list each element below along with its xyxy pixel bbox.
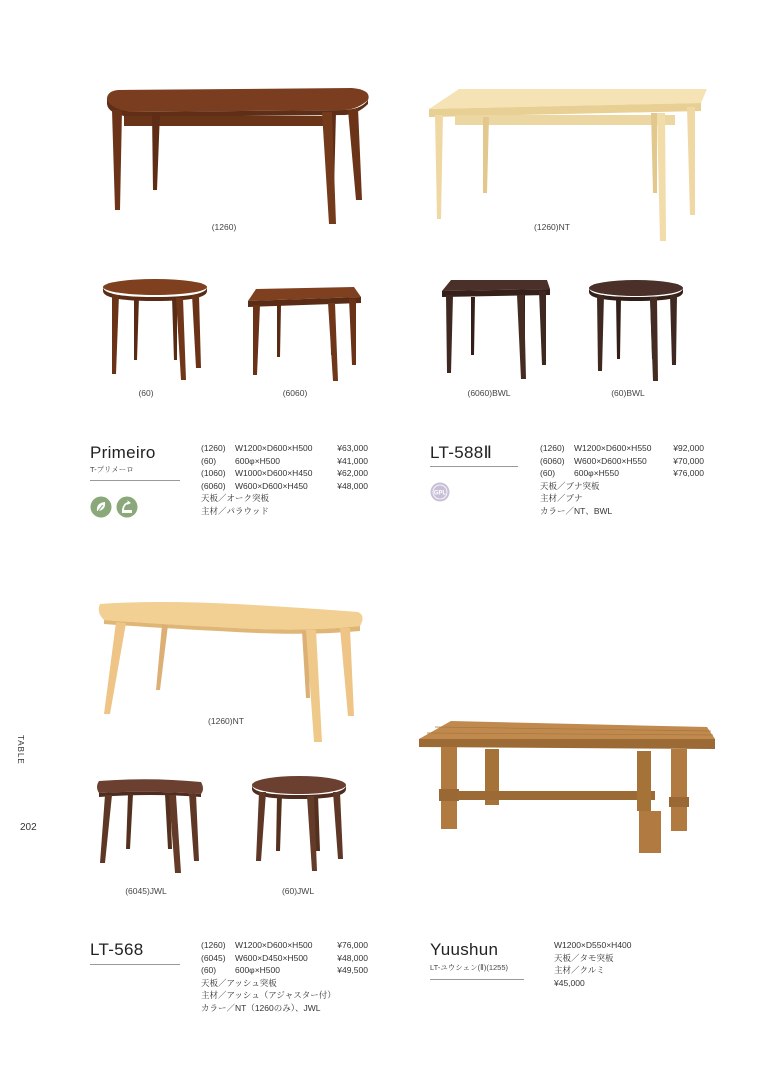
- material-line: 天板／オーク突板: [201, 493, 270, 503]
- spec-code: (1060): [201, 468, 226, 478]
- lt568-60jwl-table-image: [249, 775, 349, 875]
- spec-code: (60): [540, 468, 556, 478]
- spec-dims: W1000×D600×H450: [235, 468, 313, 478]
- spec-dims: W600×D600×H550: [574, 455, 647, 466]
- page-number: 202: [20, 822, 37, 833]
- spec-dims: W600×D600×H450: [235, 480, 308, 491]
- spec-price: ¥63,000: [337, 443, 368, 453]
- primeiro-60-caption: (60): [138, 388, 154, 398]
- spec-dims: W1200×D600×H500: [235, 443, 313, 453]
- spec-row: [540, 467, 704, 480]
- spec-dims: 600φ×H500: [235, 455, 280, 466]
- yuushun-subtitle: LT-ユウシェン(Ⅱ)(1255): [430, 963, 508, 972]
- spec-price: ¥76,000: [673, 468, 704, 478]
- spec-code: (1260): [201, 443, 226, 453]
- spec-price: ¥70,000: [673, 455, 704, 466]
- primeiro-60-table-image: [100, 278, 210, 384]
- spec-row: [201, 480, 368, 493]
- lt588-spec-block: [540, 442, 704, 517]
- lt588-1260nt-caption: (1260)NT: [534, 222, 570, 232]
- spec-row: [201, 467, 368, 480]
- lt568-6045jwl-caption: (6045)JWL: [125, 886, 167, 896]
- spec-price: ¥49,500: [337, 965, 368, 975]
- spec-dims: W600×D450×H500: [235, 952, 308, 963]
- spec-row: [201, 939, 368, 952]
- spec-row: [201, 442, 368, 455]
- primeiro-spec-block: [201, 442, 368, 517]
- spec-dims: W1200×D600×H550: [574, 443, 652, 453]
- yuushun-table-image: [415, 717, 717, 857]
- primeiro-6060-table-image: [244, 285, 364, 385]
- lt568-1260nt-caption: (1260)NT: [208, 716, 244, 726]
- primeiro-title: Primeiro: [90, 443, 156, 462]
- spec-code: (6060): [201, 480, 226, 491]
- spec-code: (1260): [201, 940, 226, 950]
- material-line: カラー／NT、BWL: [540, 505, 613, 516]
- yuushun-divider: [430, 979, 524, 980]
- material-line: 主材／ブナ: [540, 493, 583, 503]
- material-line: 天板／アッシュ突板: [201, 977, 277, 988]
- spec-dims: W1200×D550×H400: [554, 940, 632, 950]
- spec-price: ¥62,000: [337, 468, 368, 478]
- primeiro-6060-caption: (6060): [282, 388, 308, 398]
- lt568-title: LT-568: [90, 940, 144, 959]
- yuushun-spec-block: [554, 939, 632, 989]
- spec-dims: W1200×D600×H500: [235, 940, 313, 950]
- eco-recycle-icon: [116, 496, 138, 518]
- lt588-6060bwl-table-image: [437, 277, 555, 383]
- spec-row: [201, 455, 368, 468]
- lt588-divider: [430, 466, 518, 467]
- gpl-certification-icon: [430, 482, 450, 502]
- lt588-60bwl-table-image: [586, 279, 686, 383]
- spec-row: [201, 952, 368, 965]
- lt588-1260nt-table-image: [425, 85, 710, 245]
- section-label: [16, 735, 25, 775]
- spec-price: ¥41,000: [337, 455, 368, 466]
- primeiro-1260-table-image: [100, 82, 375, 230]
- lt568-60jwl-caption: (60)JWL: [281, 886, 315, 896]
- material-line: 天板／ブナ突板: [540, 480, 600, 491]
- primeiro-1260-caption: (1260): [211, 222, 237, 232]
- spec-code: (60): [201, 455, 217, 466]
- lt568-6045jwl-table-image: [95, 777, 207, 875]
- spec-code: (60): [201, 965, 217, 975]
- lt568-spec-block: [201, 939, 368, 1014]
- spec-code: (6060): [540, 455, 565, 466]
- lt568-divider: [90, 964, 180, 965]
- material-line: 主材／クルミ: [554, 965, 605, 975]
- spec-dims: 600φ×H550: [574, 468, 619, 478]
- spec-code: (1260): [540, 443, 565, 453]
- lt588-6060bwl-caption: (6060)BWL: [467, 388, 511, 398]
- primeiro-subtitle: T-プリメーロ: [90, 465, 134, 474]
- spec-price: ¥76,000: [337, 940, 368, 950]
- section-label-text: TABLE: [16, 735, 25, 765]
- spec-row: [201, 964, 368, 977]
- spec-row: [540, 442, 704, 455]
- spec-row: [540, 455, 704, 468]
- material-line: 天板／タモ突板: [554, 952, 614, 963]
- material-line: カラー／NT（1260のみ）、JWL: [201, 1002, 321, 1013]
- material-line: 主材／パラウッド: [201, 505, 269, 516]
- spec-price: ¥45,000: [554, 977, 585, 988]
- lt588-title: LT-588Ⅱ: [430, 443, 493, 462]
- spec-price: ¥48,000: [337, 952, 368, 963]
- spec-code: (6045): [201, 952, 226, 963]
- gpl-icon-label: GPL: [433, 490, 447, 497]
- primeiro-divider: [90, 480, 180, 481]
- lt588-60bwl-caption: (60)BWL: [611, 388, 645, 398]
- spec-dims: 600φ×H500: [235, 965, 280, 975]
- material-line: 主材／アッシュ（アジャスター付）: [201, 990, 336, 1000]
- yuushun-title: Yuushun: [430, 940, 499, 959]
- eco-leaf-icon: [90, 496, 112, 518]
- spec-price: ¥48,000: [337, 480, 368, 491]
- spec-price: ¥92,000: [673, 443, 704, 453]
